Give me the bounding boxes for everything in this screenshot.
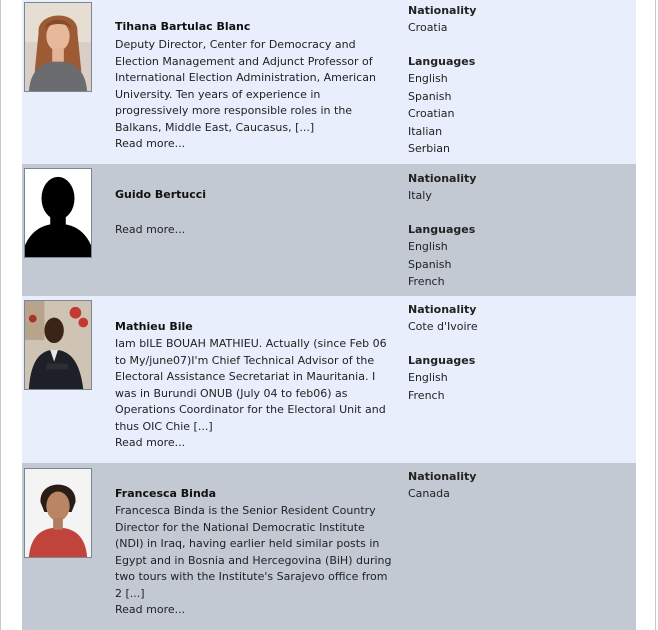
expert-bio — [115, 222, 407, 239]
expert-bio — [115, 37, 407, 153]
expert-photo[interactable] — [24, 300, 92, 390]
bio-line: progressively more responsible roles in the — [115, 104, 353, 117]
nationality-value: Italy — [408, 189, 432, 202]
nationality-label: Nationality — [408, 172, 477, 185]
expert-entry — [22, 463, 636, 630]
experts-list — [22, 0, 636, 630]
expert-details — [408, 301, 628, 404]
bio-line: two tours with the Institute's Sarajevo office from — [115, 570, 388, 583]
nationality-label: Nationality — [408, 470, 477, 483]
expert-details — [408, 170, 628, 291]
languages-label: Languages — [408, 223, 476, 237]
nationality-label: Nationality — [408, 303, 477, 316]
language-item: French — [408, 275, 445, 289]
languages-label: Languages — [408, 55, 476, 69]
language-item: Spanish — [408, 257, 452, 271]
bio-line: University. Ten years of experience in — [115, 87, 321, 101]
bio-line: Election Management and Adjunct Professor of — [115, 54, 373, 68]
silhouette-icon — [25, 169, 91, 257]
nationality-label: Nationality — [408, 4, 477, 17]
read-more-link[interactable]: Read more... — [115, 436, 186, 449]
bio-line: 2 [...] — [115, 586, 145, 600]
expert-name[interactable]: Guido Bertucci — [115, 188, 207, 201]
expert-details — [408, 468, 628, 502]
bio-line: (NDI) in Iraq, having earlier held similar posts in — [115, 537, 380, 550]
expert-name[interactable]: Francesca Binda — [115, 487, 217, 500]
expert-entry — [22, 296, 636, 463]
language-item: Italian — [408, 124, 443, 138]
bio-line: Operations Coordinator for the Electoral Unit and — [115, 403, 386, 416]
expert-name[interactable]: Mathieu Bile — [115, 320, 193, 333]
expert-bio — [115, 336, 407, 452]
language-item: French — [408, 388, 445, 402]
language-item: Croatian — [408, 107, 455, 121]
expert-entry — [22, 0, 636, 164]
language-item: Spanish — [408, 89, 452, 103]
bio-line: Director for the National Democratic Institute — [115, 520, 365, 534]
expert-bio — [115, 503, 407, 619]
read-more-link[interactable]: Read more... — [115, 603, 186, 616]
language-item: English — [408, 371, 448, 385]
bio-line: Francesca Binda is the Senior Resident Country — [115, 504, 376, 517]
expert-photo[interactable] — [24, 468, 92, 558]
language-item: English — [408, 240, 448, 254]
read-more-link[interactable]: Read more... — [115, 223, 186, 236]
expert-photo-placeholder[interactable] — [24, 168, 92, 258]
languages-label: Languages — [408, 354, 476, 368]
expert-name[interactable]: Tihana Bartulac Blanc — [115, 20, 251, 33]
nationality-value: Cote d'Ivoire — [408, 320, 478, 333]
bio-line: International Election Administration, American — [115, 71, 376, 84]
read-more-link[interactable]: Read more... — [115, 137, 186, 150]
bio-line: Electoral Assistance Secretariat in Mauritania. I — [115, 370, 376, 383]
bio-line: to My/june07)I'm Chief Technical Advisor of the — [115, 353, 375, 367]
expert-entry — [22, 164, 636, 296]
bio-line: Egypt and in Bosnia and Hercegovina (BiH) during — [115, 553, 392, 567]
bio-line: thus OIC Chie [...] — [115, 419, 213, 433]
nationality-value: Croatia — [408, 21, 448, 34]
language-item: English — [408, 72, 448, 86]
bio-line: Deputy Director, Center for Democracy and — [115, 38, 356, 51]
language-item: Serbian — [408, 141, 451, 155]
bio-line: Iam bILE BOUAH MATHIEU. Actually (since Feb 06 — [115, 337, 387, 350]
window-frame-left — [0, 0, 1, 630]
expert-details — [408, 2, 628, 157]
nationality-value: Canada — [408, 487, 450, 500]
window-frame-right — [655, 0, 656, 630]
expert-photo[interactable] — [24, 2, 92, 92]
bio-line: was in Burundi ONUB (July 04 to feb06) as — [115, 386, 348, 400]
bio-line: Balkans, Middle East, Caucasus, [...] — [115, 120, 315, 134]
